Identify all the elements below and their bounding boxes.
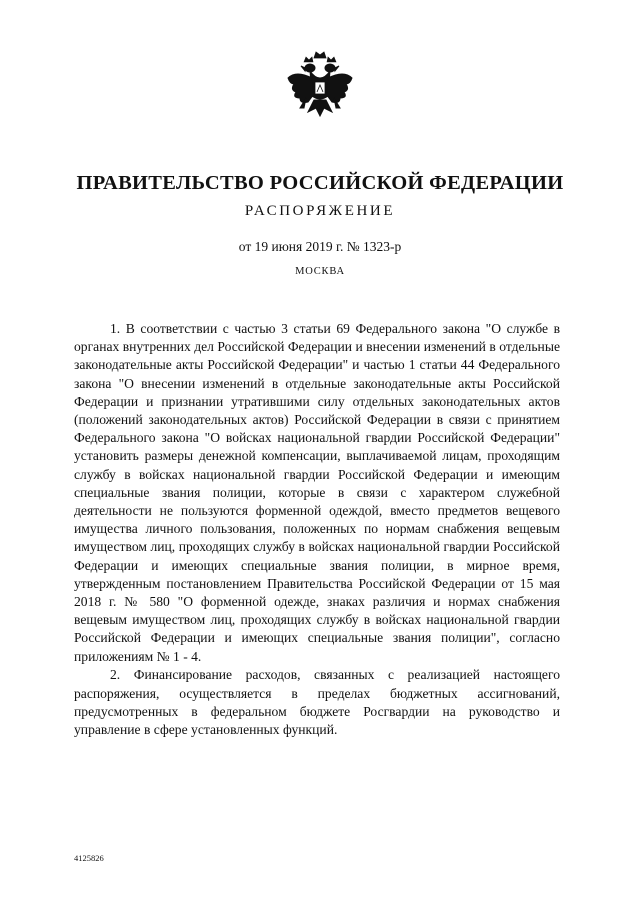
document-date-number: от 19 июня 2019 г. № 1323-р [238, 239, 402, 254]
paragraph-2: 2. Финансирование расходов, связанных с реализацией настоящего распоряжения, осуществляется в пределах бюджетных ассигнований, предусмотренных в федеральном бюджете Росгвардии на руководство и управление в сфере установленных функций. [74, 667, 560, 737]
document-type: РАСПОРЯЖЕНИЕ [244, 203, 396, 219]
document-city: МОСКВА [295, 266, 345, 277]
document-id: 4125826 [74, 853, 104, 863]
document-body [74, 320, 560, 739]
government-title: ПРАВИТЕЛЬСТВО РОССИЙСКОЙ ФЕДЕРАЦИИ [76, 172, 564, 194]
russian-coat-of-arms-icon [270, 48, 370, 140]
coat-of-arms-graphic [270, 48, 370, 140]
paragraph-1: 1. В соответствии с частью 3 статьи 69 Федерального закона "О службе в органах внутренних дел Российской Федерации и внесении изменений в отдельные законодательные акты Российской Федерации" и частью 1 статьи 44 Федерального закона "О внесении изменений в отдельные законодательные акты Российской Федерации и признании утратившими силу отдельных законодательных актов (положений законодательных актов) Российской Федерации в связи с принятием Федерального закона "О войсках национальной гвардии Российской Федерации" установить размеры денежной компенсации, выплачиваемой лицам, проходящим службу в войсках национальной гвардии Российской Федерации и имеющим специальные звания полиции, которые в связи с характером служебной деятельности не пользуются форменной одеждой, вместо предметов вещевого имущества личного пользования, положенных по нормам снабжения вещевым имуществом лиц, проходящих службу в войсках национальной гвардии Российской Федерации и имеющих специальные звания полиции, в мирное время, утвержденным постановлением Правительства Российской Федерации от 15 мая 2018 г. № 580 "О форменной одежде, знаках различия и нормах снабжения вещевым имуществом лиц, проходящих службу в войсках национальной гвардии Российской Федерации и имеющих специальные звания полиции", согласно приложениям № 1 - 4. [74, 321, 560, 664]
